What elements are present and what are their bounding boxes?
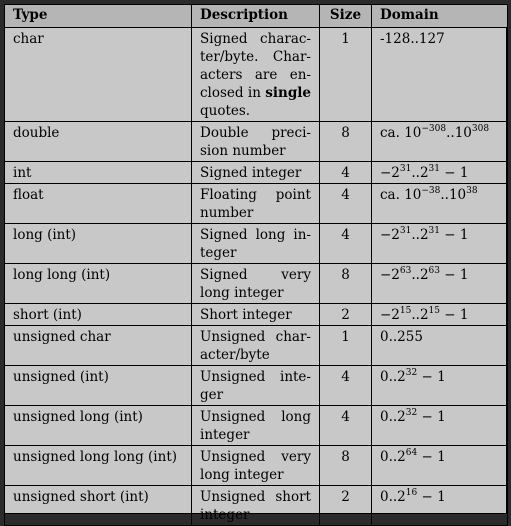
domain-text: ..10 bbox=[446, 125, 472, 141]
cell-size: 2 bbox=[320, 304, 372, 326]
header-size: Size bbox=[320, 5, 372, 28]
cell-size: 4 bbox=[320, 184, 372, 224]
table-row bbox=[5, 486, 508, 526]
cell-size: 1 bbox=[320, 326, 372, 366]
cell-description bbox=[192, 184, 320, 224]
domain-text: 0..2 bbox=[380, 449, 406, 465]
cell-description bbox=[192, 406, 320, 446]
domain-value bbox=[380, 267, 468, 283]
description-line: Floating point bbox=[200, 187, 311, 203]
table-row bbox=[5, 264, 508, 304]
domain-text: −2 bbox=[380, 267, 400, 283]
description-line: Signed long in- bbox=[200, 227, 311, 243]
cell-description bbox=[192, 486, 320, 526]
table-row bbox=[5, 366, 508, 406]
cell-domain bbox=[372, 122, 508, 162]
header-domain: Domain bbox=[372, 5, 508, 28]
cell-domain bbox=[372, 366, 508, 406]
domain-exponent: 32 bbox=[405, 407, 418, 418]
cell-description bbox=[192, 264, 320, 304]
description-line: Unsigned long bbox=[200, 409, 311, 425]
domain-text: 0..2 bbox=[380, 369, 406, 385]
description-line: teger bbox=[200, 245, 237, 261]
cell-domain bbox=[372, 326, 508, 366]
description-line: Double preci- bbox=[200, 125, 311, 141]
cell-description bbox=[192, 366, 320, 406]
cell-size: 4 bbox=[320, 406, 372, 446]
cell-domain bbox=[372, 264, 508, 304]
table-row bbox=[5, 224, 508, 264]
description-line: quotes. bbox=[200, 103, 251, 119]
cell-description bbox=[192, 446, 320, 486]
domain-value bbox=[380, 489, 446, 505]
cell-description bbox=[192, 326, 320, 366]
domain-value bbox=[380, 31, 445, 47]
domain-exponent: 31 bbox=[428, 225, 440, 236]
domain-text: −2 bbox=[380, 227, 400, 243]
description-line: long integer bbox=[200, 467, 284, 483]
domain-text: ca. 10 bbox=[380, 187, 422, 203]
description-line: ger bbox=[200, 387, 224, 403]
domain-exponent: 15 bbox=[399, 305, 412, 316]
domain-exponent: −308 bbox=[421, 123, 447, 134]
domain-value bbox=[380, 187, 478, 203]
description-line: Unsigned very bbox=[200, 449, 311, 465]
description-line: number bbox=[200, 205, 254, 221]
table-row bbox=[5, 326, 508, 366]
domain-value bbox=[380, 449, 446, 465]
domain-text: − 1 bbox=[417, 489, 446, 505]
cell-domain bbox=[372, 184, 508, 224]
description-bold-word: single bbox=[265, 85, 311, 101]
cell-description bbox=[192, 304, 320, 326]
description-line: sion number bbox=[200, 143, 286, 159]
header-type: Type bbox=[5, 5, 192, 28]
domain-text: − 1 bbox=[417, 369, 446, 385]
table-row bbox=[5, 162, 508, 184]
domain-value bbox=[380, 125, 489, 141]
cell-size: 1 bbox=[320, 28, 372, 122]
domain-text: 0..2 bbox=[380, 409, 406, 425]
cell-type: unsigned short (int) bbox=[5, 486, 192, 526]
description-line: Unsigned char- bbox=[200, 329, 311, 345]
description-line: Unsigned inte- bbox=[200, 369, 311, 385]
cell-description bbox=[192, 162, 320, 184]
header-description: Description bbox=[192, 5, 320, 28]
cell-type: long (int) bbox=[5, 224, 192, 264]
description-line: ter/byte. Char- bbox=[200, 49, 311, 65]
domain-text: ..10 bbox=[440, 187, 467, 203]
cell-size: 4 bbox=[320, 224, 372, 264]
domain-text: ..2 bbox=[411, 307, 429, 323]
cell-type: char bbox=[5, 28, 192, 122]
description-line: Signed very bbox=[200, 267, 311, 283]
domain-exponent: 15 bbox=[428, 305, 440, 316]
domain-exponent: 308 bbox=[471, 123, 490, 134]
domain-text: − 1 bbox=[439, 267, 469, 283]
cell-size: 2 bbox=[320, 486, 372, 526]
cell-domain bbox=[372, 446, 508, 486]
description-line: integer bbox=[200, 427, 250, 443]
cell-domain bbox=[372, 486, 508, 526]
domain-text: ..2 bbox=[411, 165, 429, 181]
domain-text: − 1 bbox=[439, 165, 469, 181]
description-line: Signed charac- bbox=[200, 31, 311, 47]
domain-text: −2 bbox=[380, 307, 400, 323]
description-line: acter/byte bbox=[200, 347, 270, 363]
cell-description bbox=[192, 224, 320, 264]
c-types-table bbox=[4, 4, 508, 526]
domain-exponent: 31 bbox=[399, 225, 412, 236]
cell-type: long long (int) bbox=[5, 264, 192, 304]
cell-size: 8 bbox=[320, 446, 372, 486]
table-row bbox=[5, 122, 508, 162]
table-header-row bbox=[5, 5, 508, 28]
domain-exponent: −38 bbox=[421, 185, 441, 196]
domain-text: 0..255 bbox=[380, 329, 423, 345]
description-text: closed in bbox=[200, 85, 261, 101]
cell-size: 4 bbox=[320, 366, 372, 406]
domain-exponent: 38 bbox=[466, 185, 478, 196]
cell-description bbox=[192, 122, 320, 162]
domain-exponent: 63 bbox=[399, 265, 412, 276]
domain-exponent: 16 bbox=[405, 487, 418, 498]
cell-type: unsigned long long (int) bbox=[5, 446, 192, 486]
description-line: acters are en- bbox=[200, 67, 311, 83]
domain-value bbox=[380, 307, 468, 323]
table-row bbox=[5, 28, 508, 122]
table-row bbox=[5, 406, 508, 446]
domain-exponent: 31 bbox=[428, 163, 440, 174]
table-row bbox=[5, 184, 508, 224]
domain-value bbox=[380, 369, 446, 385]
domain-text: ..2 bbox=[411, 267, 429, 283]
cell-size: 8 bbox=[320, 122, 372, 162]
domain-exponent: 63 bbox=[428, 265, 440, 276]
cell-type: float bbox=[5, 184, 192, 224]
description-line: Signed integer bbox=[200, 165, 302, 181]
domain-text: − 1 bbox=[439, 227, 469, 243]
domain-value bbox=[380, 165, 468, 181]
domain-value bbox=[380, 329, 423, 345]
cell-type: unsigned (int) bbox=[5, 366, 192, 406]
cell-domain bbox=[372, 28, 508, 122]
cell-size: 4 bbox=[320, 162, 372, 184]
domain-exponent: 32 bbox=[405, 367, 418, 378]
domain-text: − 1 bbox=[417, 409, 446, 425]
cell-domain bbox=[372, 224, 508, 264]
description-line: Unsigned short bbox=[200, 489, 311, 505]
domain-text: − 1 bbox=[417, 449, 446, 465]
cell-size: 8 bbox=[320, 264, 372, 304]
cell-domain bbox=[372, 304, 508, 326]
description-line bbox=[200, 84, 311, 102]
table-row bbox=[5, 446, 508, 486]
domain-exponent: 31 bbox=[399, 163, 412, 174]
types-table-frame bbox=[4, 4, 507, 523]
cell-type: unsigned char bbox=[5, 326, 192, 366]
description-line: integer bbox=[200, 507, 250, 523]
domain-value bbox=[380, 227, 468, 243]
domain-text: 0..2 bbox=[380, 489, 406, 505]
cell-description bbox=[192, 28, 320, 122]
cell-type: double bbox=[5, 122, 192, 162]
cell-domain bbox=[372, 162, 508, 184]
domain-text: − 1 bbox=[439, 307, 469, 323]
domain-text: ..2 bbox=[411, 227, 429, 243]
description-line: long integer bbox=[200, 285, 284, 301]
domain-value bbox=[380, 409, 446, 425]
cell-type: int bbox=[5, 162, 192, 184]
description-line: Short integer bbox=[200, 307, 292, 323]
cell-domain bbox=[372, 406, 508, 446]
cell-type: short (int) bbox=[5, 304, 192, 326]
domain-exponent: 64 bbox=[405, 447, 418, 458]
cell-type: unsigned long (int) bbox=[5, 406, 192, 446]
table-row bbox=[5, 304, 508, 326]
domain-text: ca. 10 bbox=[380, 125, 422, 141]
domain-text: -128..127 bbox=[380, 31, 445, 47]
domain-text: −2 bbox=[380, 165, 400, 181]
